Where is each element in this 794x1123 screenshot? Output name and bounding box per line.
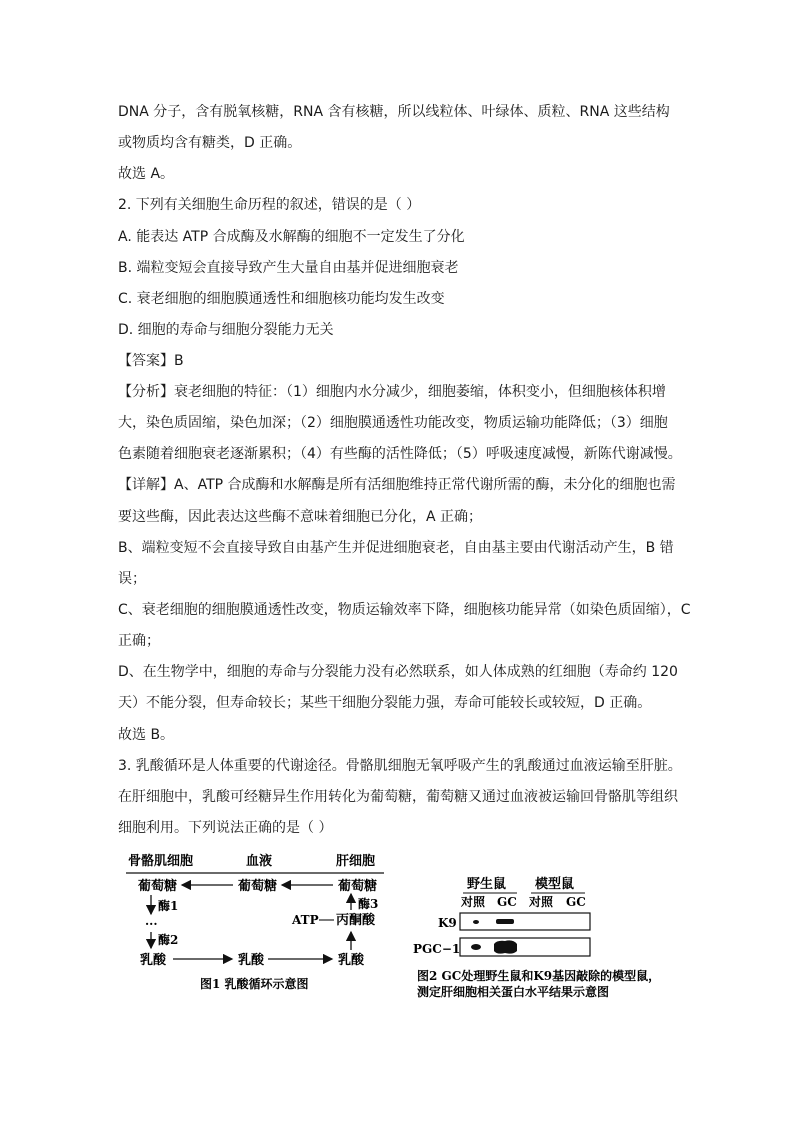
text-line: 故选 B。 [118,727,175,743]
question-3-stem: 细胞利用。下列说法正确的是（ ） [118,820,333,836]
option-c: C. 衰老细胞的细胞膜通透性和细胞核功能均发生改变 [118,291,445,307]
k9-blot-box [460,913,590,930]
question-3-stem: 3. 乳酸循环是人体重要的代谢途径。骨骼肌细胞无氧呼吸产生的乳酸通过血液运输至肝脏。 [118,758,682,774]
k9-band-gc [496,919,514,924]
analysis: 大，染色质固缩，染色加深；（2）细胞膜通透性功能改变，物质运输功能降低；（3）细胞 [118,415,668,431]
glucose-liver: 葡萄糖 [338,879,378,894]
answer: 【答案】B [118,353,184,369]
explanation: 要这些酶，因此表达这些酶不意味着细胞已分化，A 正确； [118,509,483,525]
question-2-stem: 2. 下列有关细胞生命历程的叙述，错误的是（ ） [118,197,421,213]
group-wild: 野生鼠 [467,877,507,892]
lactate-blood: 乳酸 [238,953,265,968]
figure2-caption-line1: 图2 GC处理野生鼠和K9基因敲除的模型鼠， [417,969,661,983]
question-3-stem: 在肝细胞中，乳酸可经糖异生作用转化为葡萄糖，葡萄糖又通过血液被运输回骨骼肌等组织 [118,789,678,805]
glucose-muscle: 葡萄糖 [138,879,178,894]
text-line: 或物质均含有糖类，D 正确。 [118,135,302,151]
header-muscle: 骨骼肌细胞 [128,854,194,869]
ellipsis: ··· [145,917,158,931]
option-b: B. 端粒变短会直接导致产生大量自由基并促进细胞衰老 [118,260,459,276]
k9-band-control [473,920,479,924]
figure2-western-blot [405,872,685,1004]
figure1-lactate-cycle [118,848,398,998]
explanation: 正确； [118,633,160,649]
enzyme2-label: 酶2 [158,933,179,947]
text-line: 故选 A。 [118,166,175,182]
row-pgc-label: PGC−1 [413,942,461,956]
row-k9-label: K9 [438,916,457,930]
explanation: B、端粒变短不会直接导致自由基产生并促进细胞衰老，自由基主要由代谢活动产生，B 错 [118,540,674,556]
explanation: 误； [118,571,146,587]
pgc-band-gc [494,940,517,953]
enzyme3-label: 酶3 [358,897,379,911]
lactate-liver: 乳酸 [338,953,365,968]
col-gc-model: GC [566,895,586,909]
analysis: 色素随着细胞衰老逐渐累积；（4）有些酶的活性降低；（5）呼吸速度减慢，新陈代谢减慢。 [118,446,682,462]
explanation: 【详解】A、ATP 合成酶和水解酶是所有活细胞维持正常代谢所需的酶，未分化的细胞也需 [118,477,676,493]
analysis: 【分析】衰老细胞的特征：（1）细胞内水分减少，细胞萎缩，体积变小，但细胞核体积增 [118,384,666,400]
group-model: 模型鼠 [535,877,575,892]
header-blood: 血液 [246,854,273,869]
explanation: D、在生物学中，细胞的寿命与分裂能力没有必然联系，如人体成熟的红细胞（寿命约 120 [118,664,678,680]
figure1-caption: 图1 乳酸循环示意图 [200,977,309,991]
lactate-muscle: 乳酸 [140,953,167,968]
col-gc-wild: GC [497,895,517,909]
enzyme1-label: 酶1 [158,899,179,913]
atp-label: ATP [292,913,319,927]
option-a: A. 能表达 ATP 合成酶及水解酶的细胞不一定发生了分化 [118,229,465,245]
figure2-caption-line2: 测定肝细胞相关蛋白水平结果示意图 [417,985,610,999]
explanation: 天）不能分裂，但寿命较长；某些干细胞分裂能力强，寿命可能较长或较短，D 正确。 [118,695,652,711]
pgc-band-control [471,944,481,950]
glucose-blood: 葡萄糖 [238,879,278,894]
option-d: D. 细胞的寿命与细胞分裂能力无关 [118,322,334,338]
col-control-wild: 对照 [461,895,486,909]
pyruvate-label: 丙酮酸 [336,913,376,928]
col-control-model: 对照 [529,895,554,909]
explanation: C、衰老细胞的细胞膜通透性改变，物质运输效率下降，细胞核功能异常（如染色质固缩），C [118,602,691,618]
header-liver: 肝细胞 [336,854,376,869]
text-line: DNA 分子，含有脱氧核糖，RNA 含有核糖，所以线粒体、叶绿体、质粒、RNA 这些结构 [118,104,670,120]
